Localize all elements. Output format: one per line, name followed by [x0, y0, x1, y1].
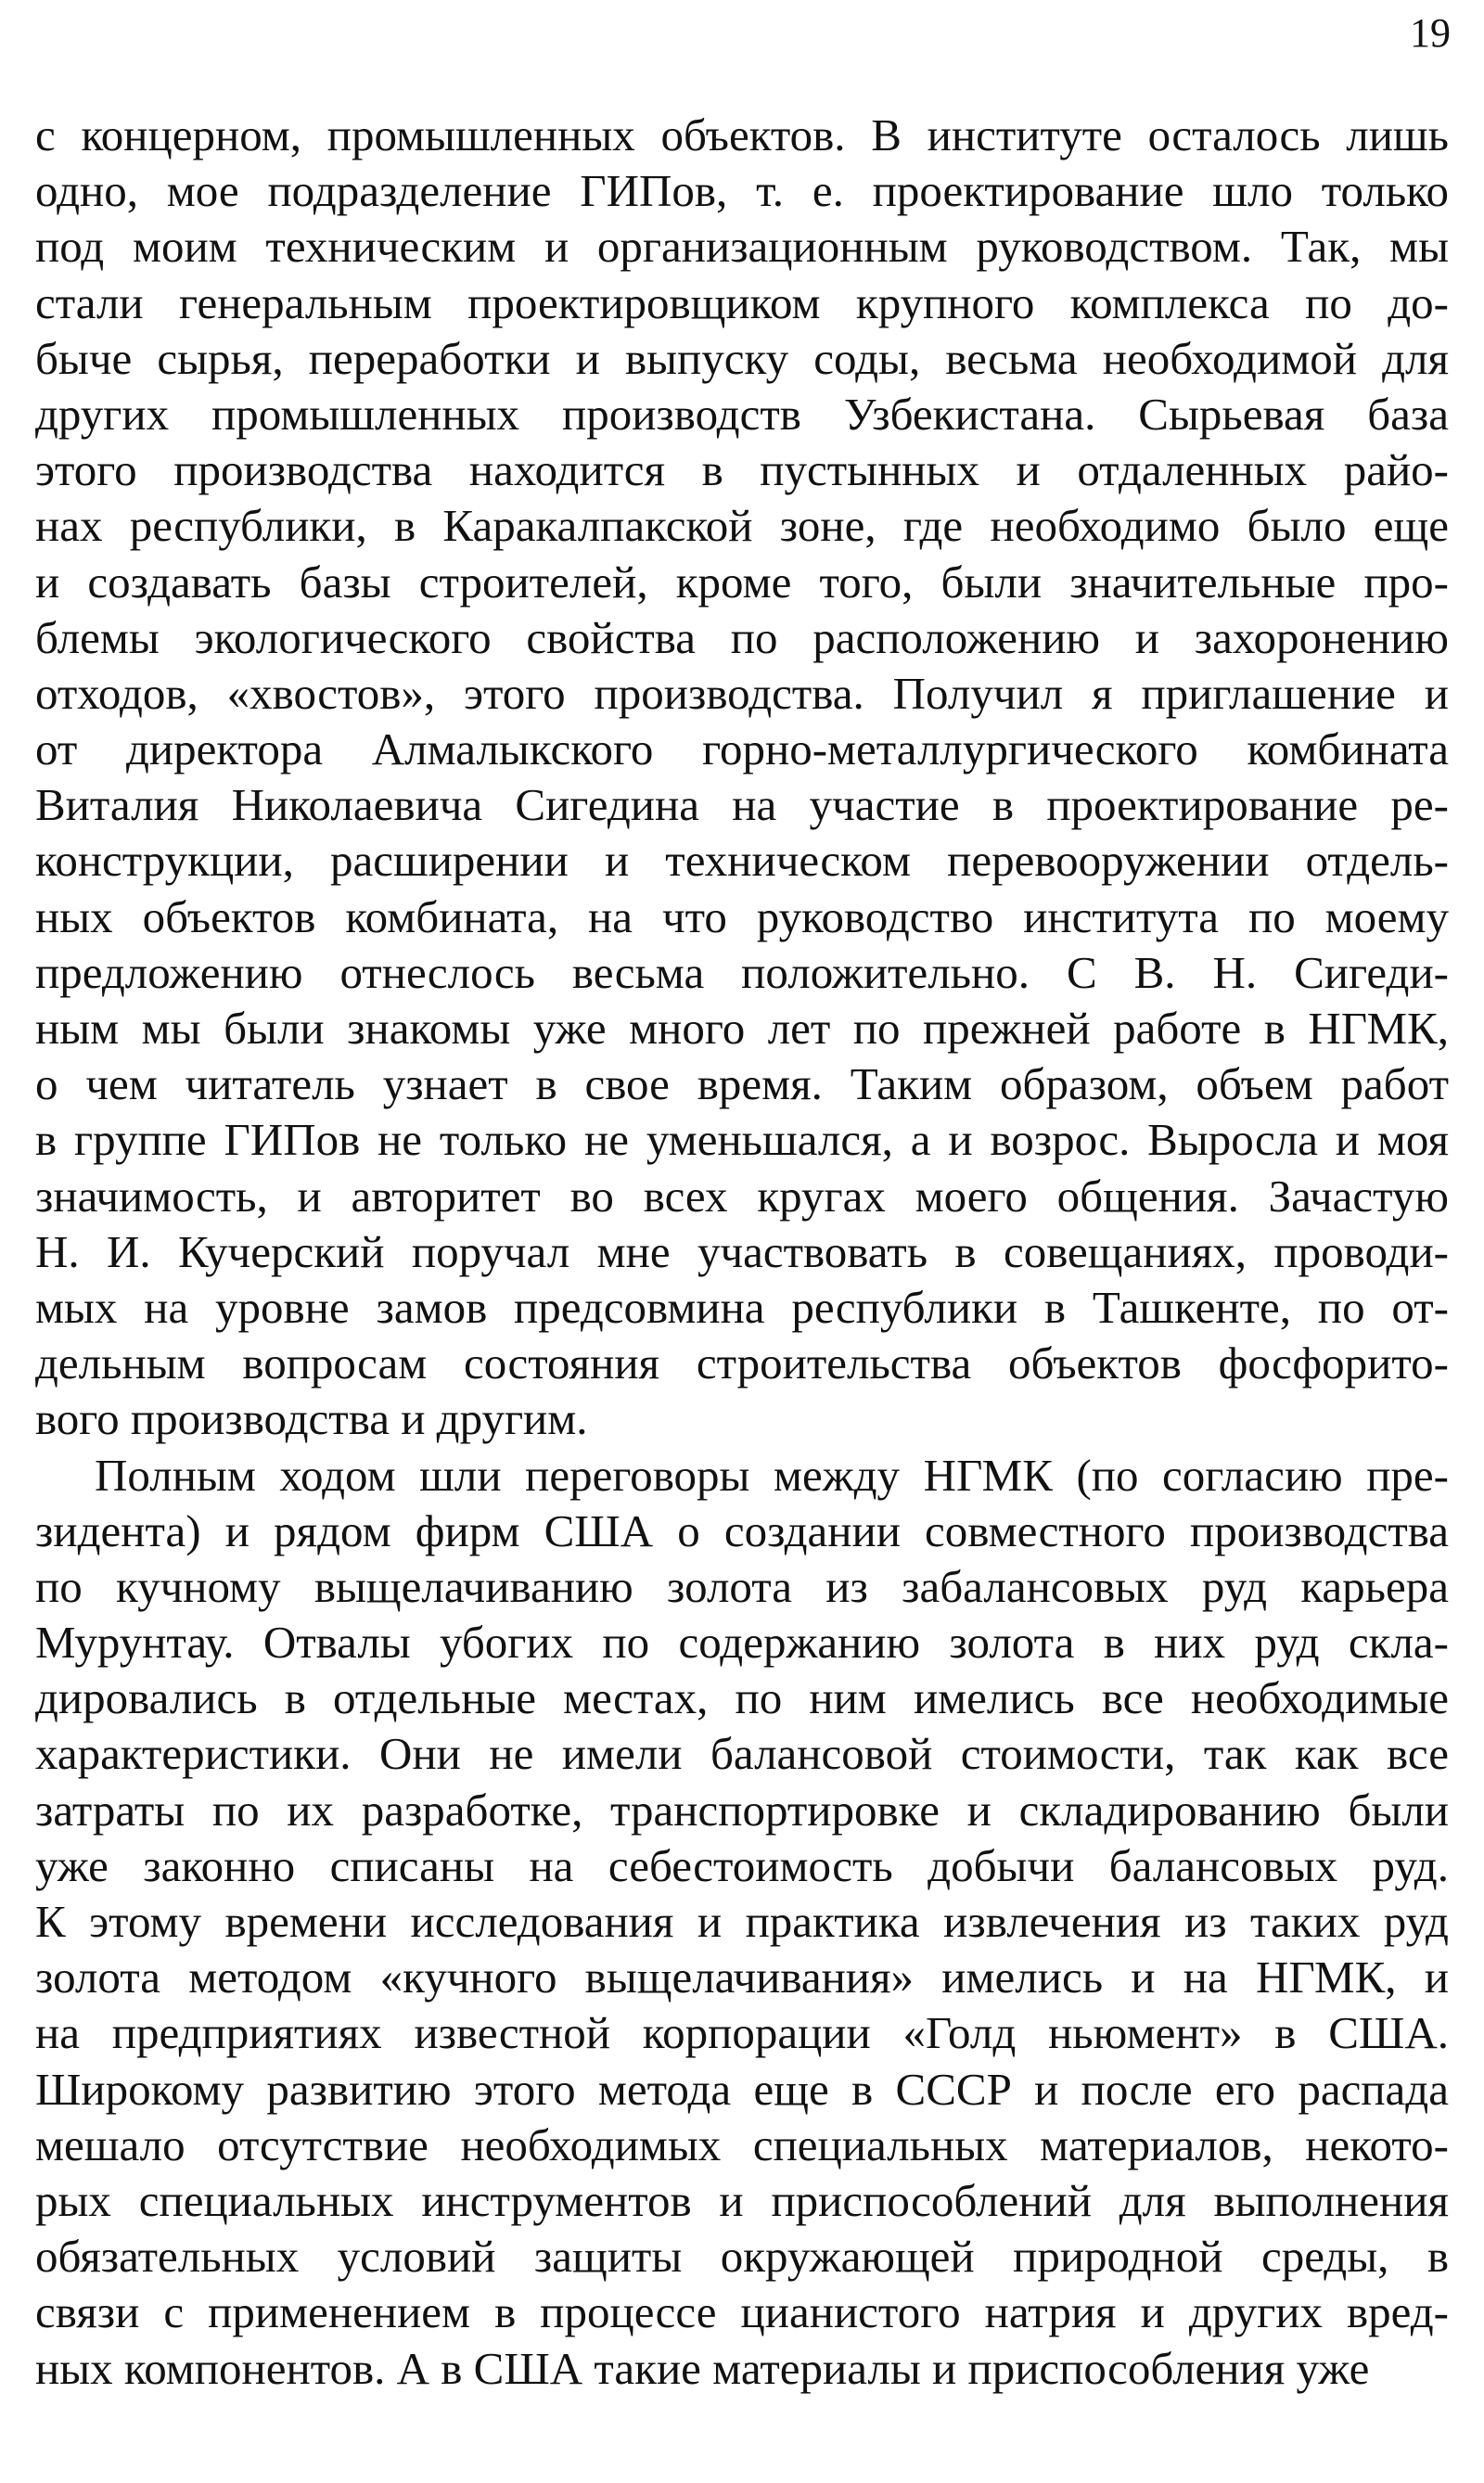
text-line: других промышленных производств Узбекистана. Сырьевая база: [35, 388, 1449, 440]
text-line: предложению отнеслось весьма положительно. С В. Н. Сигеди-: [35, 946, 1449, 998]
text-line: быче сырья, переработки и выпуску соды, весьма необходимой для: [35, 332, 1449, 384]
text-line: блемы экологического свойства по расположению и захоронению: [35, 611, 1449, 663]
text-line: ных объектов комбината, на что руководство института по моему: [35, 890, 1449, 942]
text-line: ным мы были знакомы уже много лет по прежней работе в НГМК,: [35, 1003, 1449, 1054]
text-line: уже законно списаны на себестоимость добычи балансовых руд.: [35, 1839, 1449, 1891]
text-line: зидента) и рядом фирм США о создании совместного производства: [35, 1504, 1449, 1556]
text-line: Полным ходом шли переговоры между НГМК (по согласию пре-: [95, 1449, 1449, 1501]
text-line: ных компонентов. А в США такие материалы и приспособления уже: [35, 2342, 1370, 2394]
text-line: под моим техническим и организационным руководством. Так, мы: [35, 221, 1449, 273]
text-line: дельным вопросам состояния строительства объектов фосфорито-: [35, 1337, 1449, 1389]
text-line: о чем читатель узнает в свое время. Таким образом, объем работ: [35, 1058, 1449, 1110]
text-line: затраты по их разработке, транспортировке и складированию были: [35, 1784, 1449, 1836]
text-line: нах республики, в Каракалпакской зоне, где необходимо было еще: [35, 500, 1449, 552]
body-text: [35, 108, 1449, 2397]
text-line: Виталия Николаевича Сигедина на участие в проектирование ре-: [35, 779, 1449, 831]
text-line: мешало отсутствие необходимых специальных материалов, некото-: [35, 2118, 1449, 2170]
text-line: отходов, «хвостов», этого производства. Получил я приглашение и: [35, 667, 1449, 719]
text-line: конструкции, расширении и техническом перевооружении отдель-: [35, 835, 1449, 887]
text-line: мых на уровне замов предсовмина республики в Ташкенте, по от-: [35, 1281, 1449, 1333]
paragraph: [35, 108, 1449, 1448]
text-line: характеристики. Они не имели балансовой стоимости, так как все: [35, 1728, 1449, 1780]
page-number: 19: [1410, 10, 1451, 56]
text-line: связи с применением в процессе цианистого натрия и других вред-: [35, 2286, 1449, 2338]
text-line: Широкому развитию этого метода еще в СССР и после его распада: [35, 2063, 1449, 2115]
text-line: рых специальных инструментов и приспособлений для выполнения: [35, 2174, 1449, 2226]
text-line: золота методом «кучного выщелачивания» имелись и на НГМК, и: [35, 1952, 1449, 2003]
text-line: на предприятиях известной корпорации «Голд ньюмент» в США.: [35, 2007, 1449, 2059]
text-line: значимость, и авторитет во всех кругах моего общения. Зачастую: [35, 1170, 1449, 1222]
text-line: вого производства и другим.: [35, 1393, 588, 1445]
text-line: обязательных условий защиты окружающей природной среды, в: [35, 2231, 1449, 2283]
text-line: и создавать базы строителей, кроме того, были значительные про-: [35, 556, 1449, 608]
text-line: с концерном, промышленных объектов. В институте осталось лишь: [35, 109, 1449, 160]
paragraph: [35, 1448, 1449, 2397]
text-line: этого производства находится в пустынных и отдаленных райо-: [35, 444, 1449, 496]
text-line: К этому времени исследования и практика извлечения из таких руд: [35, 1896, 1449, 1947]
text-line: по кучному выщелачиванию золота из забалансовых руд карьера: [35, 1560, 1449, 1612]
text-line: в группе ГИПов не только не уменьшался, а и возрос. Выросла и моя: [35, 1114, 1449, 1166]
text-line: одно, мое подразделение ГИПов, т. е. проектирование шло только: [35, 165, 1449, 217]
text-line: Мурунтау. Отвалы убогих по содержанию золота в них руд скла-: [35, 1617, 1449, 1669]
text-line: Н. И. Кучерский поручал мне участвовать в совещаниях, проводи-: [35, 1225, 1449, 1277]
text-line: от директора Алмалыкского горно-металлургического комбината: [35, 723, 1449, 775]
text-line: стали генеральным проектировщиком крупного комплекса по до-: [35, 276, 1449, 328]
text-line: дировались в отдельные местах, по ним имелись все необходимые: [35, 1672, 1449, 1724]
